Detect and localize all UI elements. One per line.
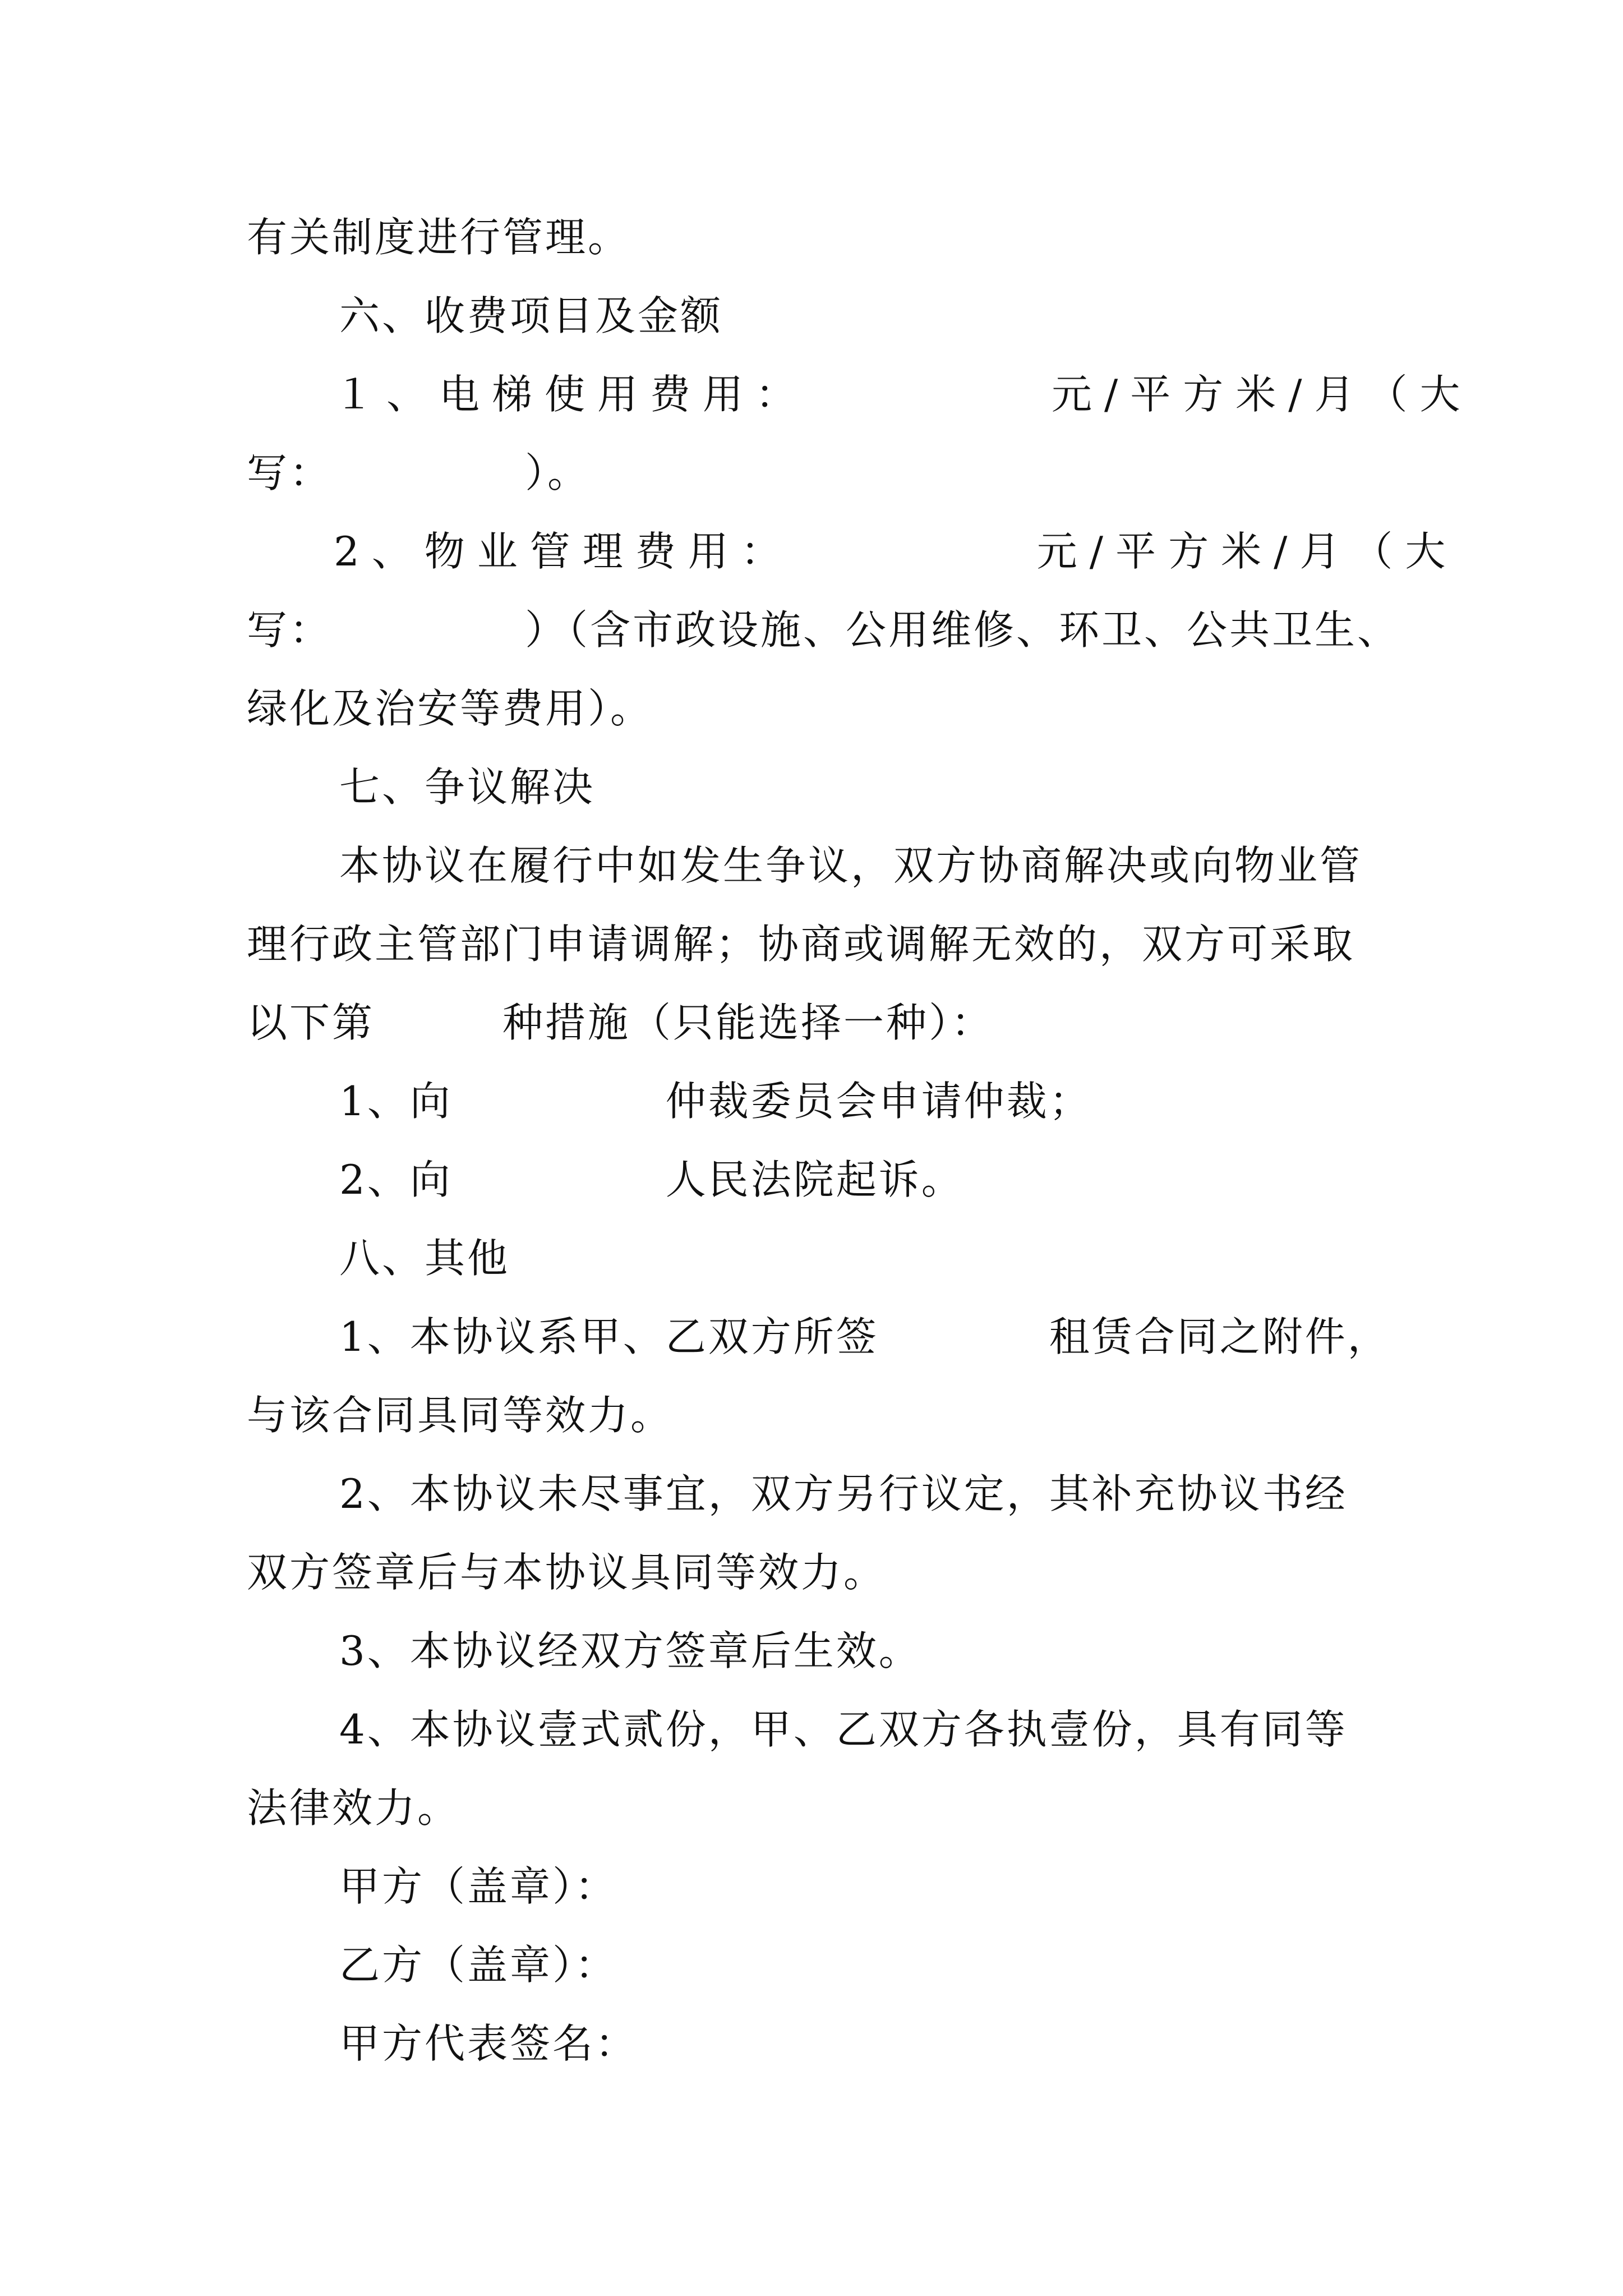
paragraph-line: 绿化及治安等费用）。 — [247, 685, 653, 732]
signature-party-a: 甲方（盖章）： — [339, 1863, 618, 1910]
paragraph-line: 双方签章后与本协议具同等效力。 — [247, 1549, 887, 1596]
list-item: 1、向 仲裁委员会申请仲裁； — [339, 1078, 1092, 1125]
signature-party-b: 乙方（盖章）： — [339, 1941, 618, 1989]
paragraph-line: 法律效力。 — [247, 1784, 460, 1832]
list-item: 2、本协议未尽事宜，双方另行议定，其补充协议书经 — [339, 1470, 1348, 1517]
signature-representative: 甲方代表签名： — [339, 2020, 638, 2067]
list-item: 2、向 人民法院起诉。 — [339, 1156, 964, 1203]
paragraph-line: 本协议在履行中如发生争议，双方协商解决或向物业管 — [339, 842, 1363, 889]
section-heading: 六、收费项目及金额 — [339, 292, 723, 339]
paragraph-line: 以下第 种措施（只能选择一种）： — [247, 999, 994, 1046]
list-item: 1、本协议系甲、乙双方所签 租赁合同之附件， — [339, 1313, 1390, 1360]
paragraph-line: 与该合同具同等效力。 — [247, 1392, 674, 1439]
list-item: 4、本协议壹式贰份，甲、乙双方各执壹份，具有同等 — [339, 1706, 1348, 1753]
list-item: 3、本协议经双方签章后生效。 — [339, 1627, 921, 1674]
paragraph-line: 理行政主管部门申请调解；协商或调解无效的，双方可采取 — [247, 921, 1355, 968]
fee-item-elevator: １、电梯使用费用： 元/平方米/月（大 — [334, 371, 1473, 418]
paragraph-line: 写： ）（含市政设施、公用维修、环卫、公共卫生、 — [247, 606, 1400, 654]
section-heading: 七、争议解决 — [339, 763, 596, 811]
paragraph-line: 有关制度进行管理。 — [247, 214, 631, 261]
paragraph-line: 写： ）。 — [247, 449, 591, 496]
fee-item-property: 2、物业管理费用： 元/平方米/月（大 — [334, 528, 1458, 575]
section-heading: 八、其他 — [339, 1235, 510, 1282]
